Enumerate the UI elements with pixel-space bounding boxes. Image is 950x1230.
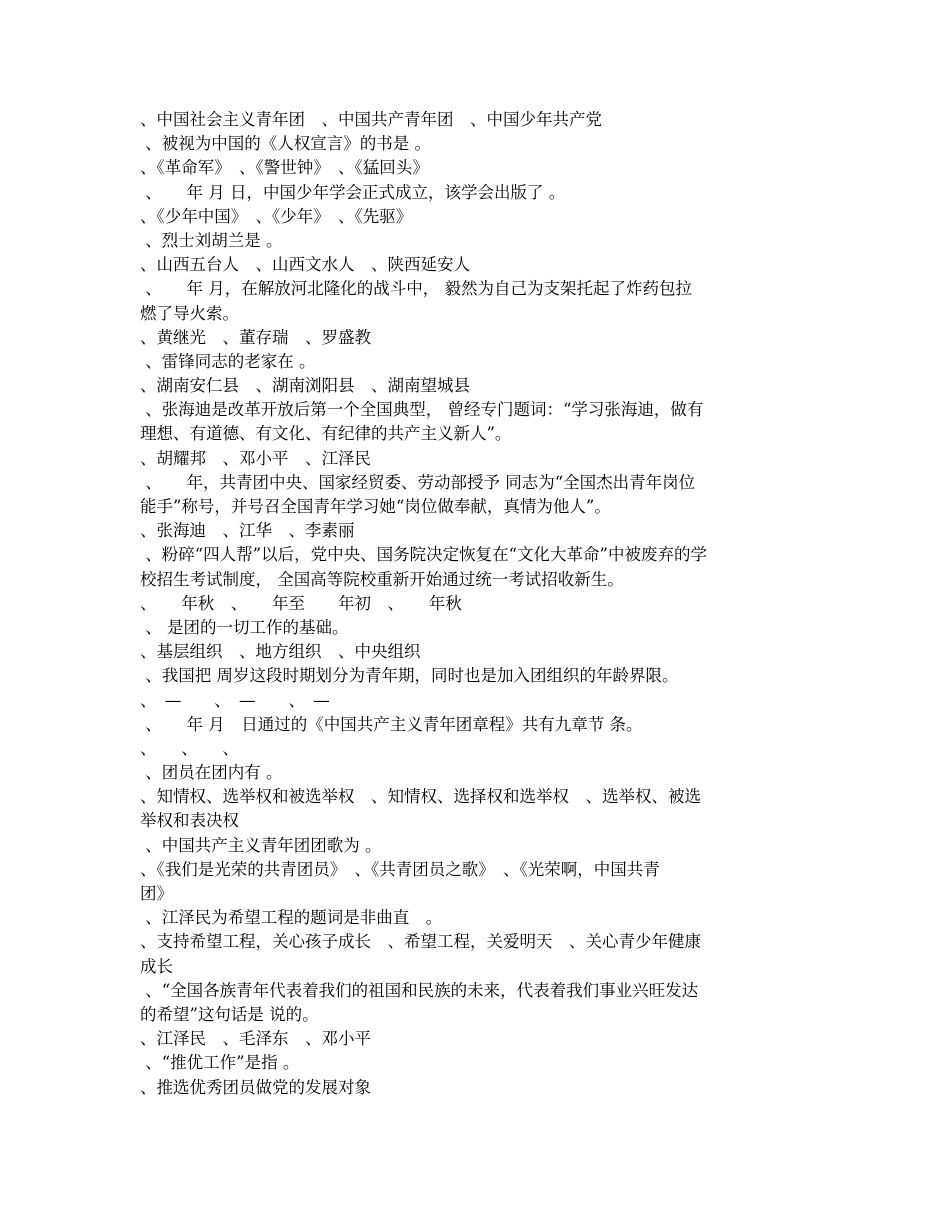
text-line: 、 年 月 日通过的《中国共产主义青年团章程》共有九章节 条。 (140, 714, 643, 734)
text-line: 、江泽民 、毛泽东 、邓小平 (140, 1029, 371, 1049)
text-line: 、基层组织 、地方组织 、中央组织 (140, 642, 421, 662)
text-line: 、推选优秀团员做党的发展对象 (140, 1077, 371, 1097)
text-line: 、张海迪是改革开放后第一个全国典型， 曾经专门题词：“学习张海迪，做有 (140, 400, 704, 420)
text-line: 、《少年中国》 、《少年》 、《先驱》 (140, 206, 413, 226)
text-line: 、“推优工作”是指 。 (140, 1053, 300, 1073)
text-line: 、 、 、 (140, 738, 239, 758)
document-page (140, 108, 790, 1100)
text-line: 、 年，共青团中央、国家经贸委、劳动部授予 同志为“全国杰出青年岗位 (140, 472, 696, 492)
text-line: 团》 (140, 884, 173, 903)
text-line: 、 — 、 — 、 — (140, 690, 330, 710)
text-line: 、《我们是光荣的共青团员》 、《共青团员之歌》 、《光荣啊，中国共青 (140, 859, 660, 879)
text-line: 、湖南安仁县 、湖南浏阳县 、湖南望城县 (140, 376, 470, 396)
text-line: 、雷锋同志的老家在 。 (140, 351, 316, 371)
text-line: 、 是团的一切工作的基础。 (140, 617, 349, 637)
text-line: 、山西五台人 、山西文水人 、陕西延安人 (140, 255, 470, 275)
text-line: 、江泽民为希望工程的题词是非曲直 。 (140, 908, 443, 928)
text-line: 、中国社会主义青年团 、中国共产青年团 、中国少年共产党 (140, 110, 602, 129)
text-line: 、胡耀邦 、邓小平 、江泽民 (140, 448, 371, 468)
text-line: 、 年 月 日，中国少年学会正式成立，该学会出版了 。 (140, 182, 566, 202)
text-line: 、黄继光 、董存瑞 、罗盛教 (140, 327, 371, 347)
text-line: 、“全国各族青年代表着我们的祖国和民族的未来，代表着我们事业兴旺发达 (140, 980, 699, 1000)
text-line: 、烈士刘胡兰是 。 (140, 230, 283, 250)
text-line: 、中国共产主义青年团团歌为 。 (140, 835, 382, 855)
text-line: 、《革命军》 、《警世钟》 、《猛回头》 (140, 158, 429, 178)
text-line: 、粉碎“四人帮”以后，党中央、国务院决定恢复在“文化大革命”中被废弃的学 (140, 545, 707, 565)
text-line: 、团员在团内有 。 (140, 763, 283, 783)
text-line: 能手”称号，并号召全国青年学习她“岗位做奉献，真情为他人”。 (140, 497, 611, 516)
text-line: 、 年 月，在解放河北隆化的战斗中， 毅然为自己为支架托起了炸药包拉 (140, 279, 692, 299)
text-line: 校招生考试制度， 全国高等院校重新开始通过统一考试招收新生。 (140, 569, 624, 589)
text-line: 、我国把 周岁这段时期划分为青年期，同时也是加入团组织的年龄界限。 (140, 666, 679, 686)
text-line: 、 年秋 、 年至 年初 、 年秋 (140, 593, 462, 613)
text-line: 、被视为中国的《人权宣言》的书是 。 (140, 134, 431, 154)
text-line: 、张海迪 、江华 、李素丽 (140, 521, 355, 541)
text-line: 理想、有道德、有文化、有纪律的共产主义新人”。 (140, 424, 512, 444)
text-line: 、知情权、选举权和被选举权 、知情权、选择权和选举权 、选举权、被选 (140, 787, 701, 807)
text-line: 燃了导火索。 (140, 303, 239, 323)
text-line: 、支持希望工程，关心孩子成长 、希望工程，关爱明天 、关心青少年健康 (140, 932, 701, 952)
text-line: 举权和表决权 (140, 811, 239, 831)
text-line: 的希望”这句话是 说的。 (140, 1004, 319, 1024)
text-line: 成长 (140, 956, 173, 976)
